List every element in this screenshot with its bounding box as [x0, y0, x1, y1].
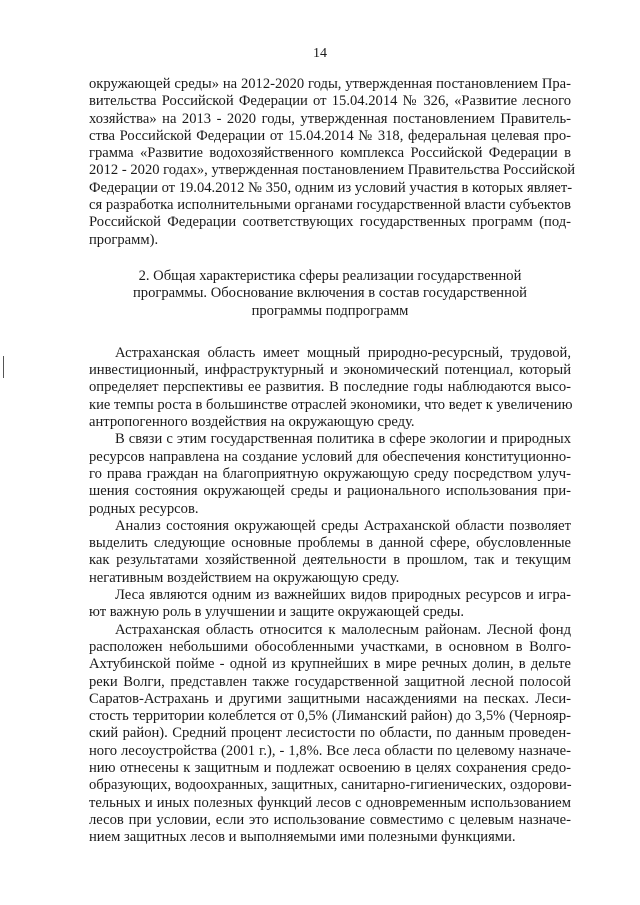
text-line: стость территории колеблется от 0,5% (Лиманский район) до 3,5% (Чернояр-	[89, 708, 571, 725]
text-line: Анализ состояния окружающей среды Астраханской области позволяет	[115, 517, 571, 534]
text-line: В связи с этим государственная политика в сфере экологии и природных	[115, 431, 571, 448]
text-line: Саратов-Астрахань и другими защитными насаждениями на песках. Леси-	[89, 690, 571, 707]
text-line: определяет перспективы ее развития. В последние годы наблюдаются высо-	[89, 379, 571, 396]
text-line: лесов при условии, если это использование совместимо с целевым назначе-	[89, 811, 571, 828]
paragraph-policy	[89, 431, 571, 517]
text-line: реки Волги, представлен также государственной защитной лесной полосой	[89, 673, 571, 690]
text-line: кие темпы роста в большинстве отраслей экономики, что ведет к увеличению	[89, 396, 573, 413]
paragraph-analysis	[89, 518, 571, 587]
text-line: ся разработка исполнительными органами государственной власти субъектов	[89, 197, 571, 214]
intro-paragraph	[89, 76, 576, 249]
text-line: грамма «Развитие водохозяйственного комплекса Российской Федерации в	[89, 145, 571, 162]
text-line: 2012 - 2020 годах», утвержденная постановлением Правительства Российской	[89, 162, 576, 179]
text-line: как результатами хозяйственной деятельности в прошлом, так и текущим	[89, 552, 571, 569]
text-line: программ).	[89, 231, 159, 248]
text-line: образующих, водоохранных, защитных, санитарно-гигиенических, оздорови-	[89, 777, 572, 794]
text-line: Леса являются одним из важнейших видов природных ресурсов и игра-	[115, 587, 571, 604]
section-heading	[89, 268, 571, 320]
text-line: Астраханская область имеет мощный природно-ресурсный, трудовой,	[115, 344, 571, 361]
text-line: выделить следующие основные проблемы в данной сфере, обусловленные	[89, 535, 571, 552]
text-line: го права граждан на благоприятную окружающую среду посредством улуч-	[89, 465, 571, 482]
text-line: антропогенного воздействия на окружающую среду.	[89, 414, 415, 431]
text-line: Астраханская область относится к малолесным районам. Лесной фонд	[115, 621, 571, 638]
text-line: негативным воздействием на окружающую среду.	[89, 569, 400, 586]
heading-line: программы подпрограмм	[251, 302, 409, 319]
text-line: шения состояния окружающей среды и рационального использования при-	[89, 483, 571, 500]
text-line: расположен небольшими обособленными участками, в основном в Волго-	[89, 638, 571, 655]
page-content	[89, 76, 576, 846]
text-line: ют важную роль в улучшении и защите окружающей среды.	[89, 604, 464, 621]
heading-line: программы. Обоснование включения в состав государственной	[132, 285, 527, 302]
text-line: ного лесоустройства (2001 г.), - 1,8%. Все леса области по целевому назначе-	[89, 742, 571, 759]
page-number: 14	[313, 46, 327, 61]
text-line: Российской Федерации соответствующих государственных программ (под-	[89, 214, 571, 231]
text-line: ства Российской Федерации от 15.04.2014 № 318, федеральная целевая про-	[89, 127, 571, 144]
text-line: родных ресурсов.	[89, 500, 199, 517]
text-line: нием защитных лесов и выполняемыми ими полезными функциями.	[89, 829, 516, 846]
paragraph-forests	[89, 587, 571, 622]
text-line: ский район). Средний процент лесистости по области, по данным проведен-	[89, 725, 571, 742]
text-line: окружающей среды» на 2012-2020 годы, утвержденная постановлением Пра-	[89, 76, 571, 92]
text-line: нию отнесены к защитным и подлежат освоению в целях сохранения средо-	[89, 759, 571, 776]
text-line: тельных и иных полезных функций лесов с одновременным использованием	[89, 794, 571, 811]
text-line: ресурсов направлена на создание условий для обеспечения конституционно-	[89, 448, 571, 465]
text-line: вительства Российской Федерации от 15.04.2014 № 326, «Развитие лесного	[89, 93, 571, 110]
paragraph-forest-fund	[89, 622, 571, 847]
text-line: Ахтубинской пойме - одной из крупнейших в мире речных долин, в дельте	[89, 656, 571, 673]
margin-mark	[3, 356, 4, 378]
text-line: хозяйства» на 2013 - 2020 годы, утвержденная постановлением Правитель-	[89, 110, 571, 127]
text-line: Федерации от 19.04.2012 № 350, одним из условий участия в которых являет-	[89, 179, 573, 196]
paragraph-potential	[89, 345, 571, 431]
text-line: инвестиционный, инфраструктурный и экономический потенциал, который	[89, 362, 571, 379]
heading-line: 2. Общая характеристика сферы реализации государственной	[138, 267, 522, 284]
